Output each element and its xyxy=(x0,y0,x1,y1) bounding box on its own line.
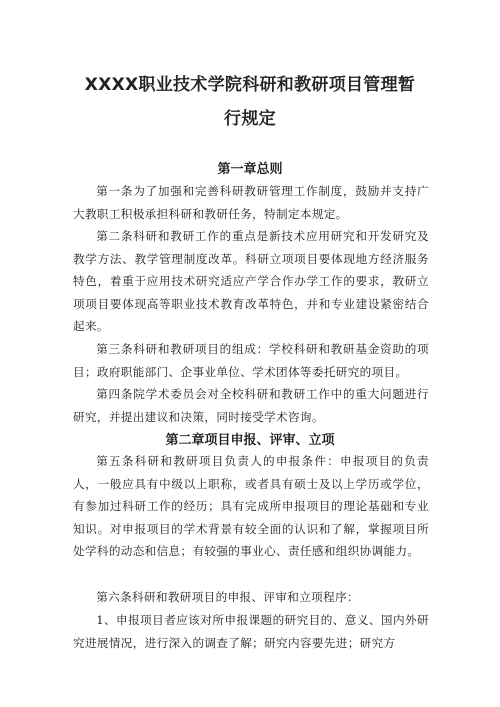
article-2-paragraph: 第二条科研和教研工作的重点是新技术应用研究和开发研究及教学方法、教学管理制度改革。科研立项项目要体现地方经济服务特色，着重于应用技术研究适应产学合作办学工作的要求，教研立项项目要体现高等职业技术教育改革特色，并和专业建设紧密结合起来。 xyxy=(73,229,429,333)
article-3-paragraph: 第三条科研和教研项目的组成：学校科研和教研基金资助的项目；政府职能部门、企事业单位、学术团体等委托研究的项目。 xyxy=(73,342,429,379)
article-4-paragraph: 第四条院学术委员会对全校科研和教研工作中的重大问题进行研究，并提出建议和决策，同时接受学术咨询。 xyxy=(73,387,429,424)
article-5-paragraph: 第五条科研和教研项目负责人的申报条件：申报项目的负责人，一般应具有中级以上职称，或者具有硕士及以上学历或学位，有参加过科研工作的经历；具有完成所申报项目的理论基础和专业知识。对申报项目的学术背景有较全面的认识和了解，掌握项目所处学科的动态和信息；有较强的事业心、责任感和组织协调能力。 xyxy=(73,454,429,558)
chapter-2-heading: 第二章项目申报、评审、立项 xyxy=(165,433,335,448)
chapter-1-heading: 第一章总则 xyxy=(217,162,283,177)
document-title-line-2: 行规定 xyxy=(224,109,276,129)
article-6-item-1-paragraph: 1、申报项目者应该对所申报课题的研究目的、意义、国内外研究进展情况，进行深入的调查了解；研究内容要先进；研究方 xyxy=(73,613,429,650)
document-title-line-1: XXXX职业技术学院科研和教研项目管理暂 xyxy=(84,75,416,95)
article-1-paragraph: 第一条为了加强和完善科研教研管理工作制度，鼓励并支持广大教职工积极承担科研和教研任务，特制定本规定。 xyxy=(73,184,429,221)
article-6-paragraph: 第六条科研和教研项目的申报、评审和立项程序： xyxy=(96,590,359,604)
